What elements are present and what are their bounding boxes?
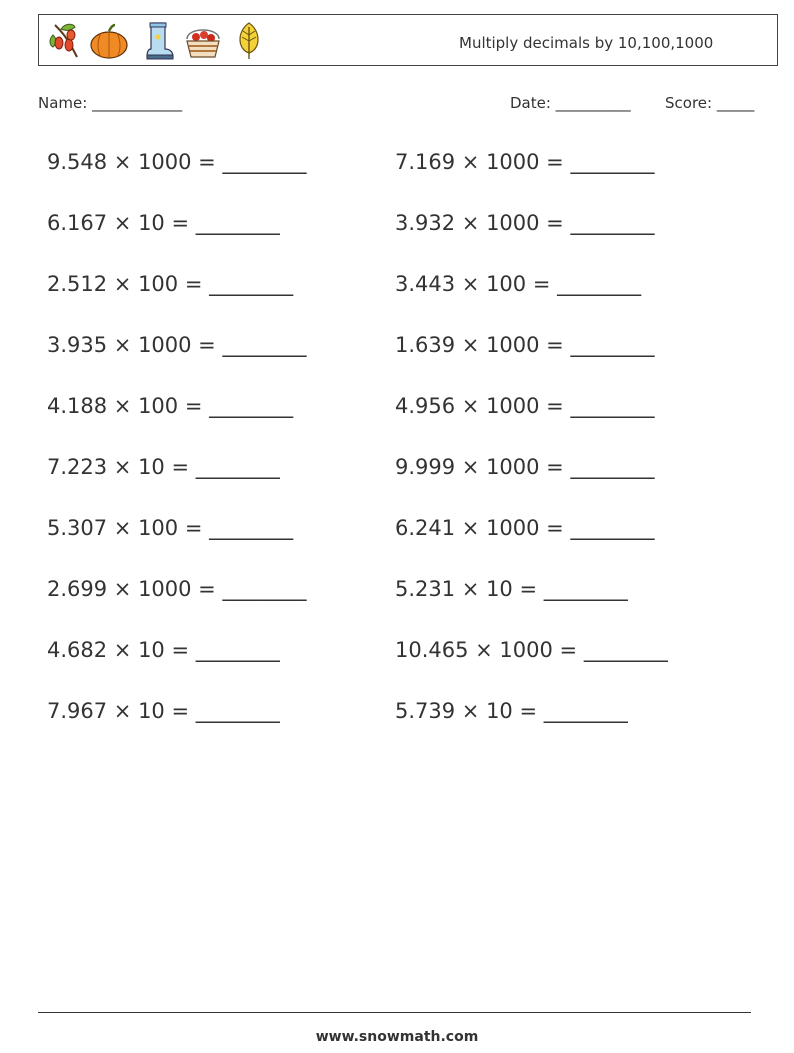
problem-left-9: 4.682 × 10 = ________ (47, 638, 280, 662)
problem-left-8: 2.699 × 1000 = ________ (47, 577, 307, 601)
problem-left-7: 5.307 × 100 = ________ (47, 516, 294, 540)
footer-divider (38, 1012, 751, 1013)
problem-right-9: 10.465 × 1000 = ________ (395, 638, 668, 662)
name-field: Name: ____________ (38, 94, 183, 112)
problem-right-10: 5.739 × 10 = ________ (395, 699, 628, 723)
pumpkin-icon (89, 21, 129, 61)
problem-left-10: 7.967 × 10 = ________ (47, 699, 280, 723)
problem-right-6: 9.999 × 1000 = ________ (395, 455, 655, 479)
score-field: Score: _____ (665, 94, 755, 112)
problem-left-2: 6.167 × 10 = ________ (47, 211, 280, 235)
autumn-leaf-icon (229, 21, 269, 61)
worksheet-header (38, 14, 778, 66)
problem-right-2: 3.932 × 1000 = ________ (395, 211, 655, 235)
problem-left-1: 9.548 × 1000 = ________ (47, 150, 307, 174)
problem-left-6: 7.223 × 10 = ________ (47, 455, 280, 479)
rain-boot-icon (139, 21, 179, 61)
problem-right-1: 7.169 × 1000 = ________ (395, 150, 655, 174)
problem-right-7: 6.241 × 1000 = ________ (395, 516, 655, 540)
problem-left-3: 2.512 × 100 = ________ (47, 272, 294, 296)
problem-right-8: 5.231 × 10 = ________ (395, 577, 628, 601)
problem-right-3: 3.443 × 100 = ________ (395, 272, 642, 296)
apple-basket-icon (183, 21, 223, 61)
worksheet-title: Multiply decimals by 10,100,1000 (459, 34, 714, 52)
problem-right-4: 1.639 × 1000 = ________ (395, 333, 655, 357)
date-field: Date: __________ (510, 94, 631, 112)
problem-left-5: 4.188 × 100 = ________ (47, 394, 294, 418)
problem-right-5: 4.956 × 1000 = ________ (395, 394, 655, 418)
rosehip-icon (47, 21, 87, 61)
footer-url: www.snowmath.com (315, 1029, 479, 1045)
problem-left-4: 3.935 × 1000 = ________ (47, 333, 307, 357)
